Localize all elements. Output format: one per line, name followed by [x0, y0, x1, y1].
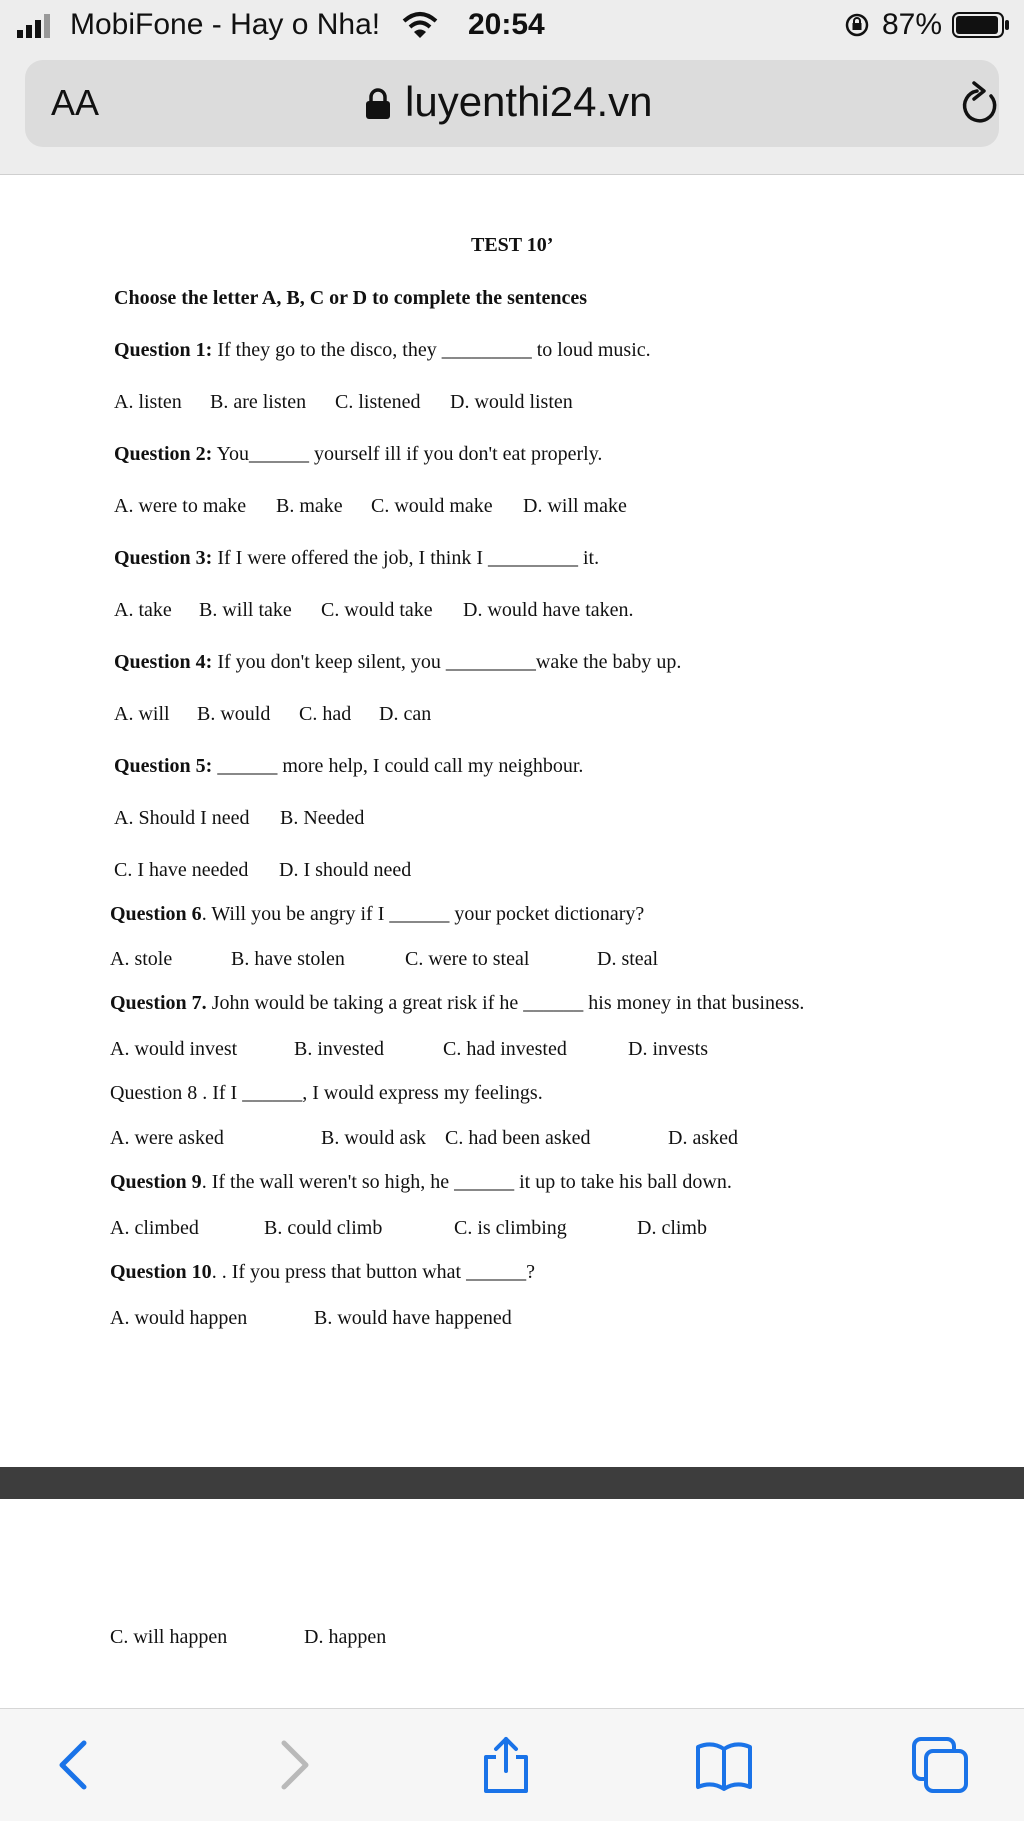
question-3: Question 3: If I were offered the job, I think I _________ it. [114, 547, 600, 569]
option[interactable]: D. climb [637, 1217, 707, 1239]
wifi-icon [402, 11, 438, 39]
browser-toolbar [0, 1708, 1024, 1821]
question-2: Question 2: You______ yourself ill if you don't eat properly. [114, 443, 603, 465]
option[interactable]: A. take [114, 599, 172, 621]
option[interactable]: D. steal [597, 948, 659, 970]
option[interactable]: C. will happen [110, 1626, 228, 1648]
option[interactable]: A. climbed [110, 1217, 199, 1239]
signal-icon [17, 14, 53, 38]
option[interactable]: C. had been asked [445, 1127, 591, 1149]
option[interactable]: D. will make [523, 495, 627, 517]
option[interactable]: D. asked [668, 1127, 738, 1149]
option[interactable]: A. would happen [110, 1307, 248, 1329]
back-icon[interactable] [46, 1735, 106, 1795]
option[interactable]: B. would ask [321, 1127, 426, 1149]
document-title: TEST 10’ [471, 234, 554, 256]
option[interactable]: C. would take [321, 599, 433, 621]
option[interactable]: A. stole [110, 948, 173, 970]
option[interactable]: C. is climbing [454, 1217, 567, 1239]
question-1: Question 1: If they go to the disco, they _________ to loud music. [114, 339, 651, 361]
option[interactable]: C. would make [371, 495, 493, 517]
question-6: Question 6. Will you be angry if I ______ your pocket dictionary? [110, 903, 645, 925]
question-5: Question 5: ______ more help, I could call my neighbour. [114, 755, 584, 777]
option[interactable]: A. listen [114, 391, 182, 413]
page-domain[interactable]: luyenthi24.vn [405, 78, 653, 125]
option[interactable]: A. will [114, 703, 170, 725]
rotation-lock-icon [844, 12, 870, 38]
tabs-icon[interactable] [910, 1735, 970, 1795]
option[interactable]: A. Should I need [114, 807, 250, 829]
option[interactable]: D. happen [304, 1626, 387, 1648]
status-bar [0, 0, 1024, 50]
text-size-button[interactable]: AA [51, 82, 100, 123]
address-bar[interactable] [25, 60, 999, 147]
option[interactable]: B. make [276, 495, 343, 517]
browser-chrome [0, 50, 1024, 175]
option[interactable]: A. were asked [110, 1127, 224, 1149]
option[interactable]: C. had invested [443, 1038, 567, 1060]
option[interactable]: B. have stolen [231, 948, 345, 970]
question-7: Question 7. John would be taking a great risk if he ______ his money in that business. [110, 992, 805, 1014]
option[interactable]: A. were to make [114, 495, 247, 517]
option[interactable]: D. would have taken. [463, 599, 634, 621]
lock-icon [365, 88, 391, 120]
option[interactable]: B. would have happened [314, 1307, 512, 1329]
clock: 20:54 [468, 8, 545, 41]
option[interactable]: C. listened [335, 391, 421, 413]
option[interactable]: C. were to steal [405, 948, 530, 970]
question-8: Question 8 . If I ______, I would express my feelings. [110, 1082, 543, 1104]
option[interactable]: B. invested [294, 1038, 384, 1060]
instruction-text: Choose the letter A, B, C or D to complete the sentences [114, 287, 588, 309]
option[interactable]: D. invests [628, 1038, 708, 1060]
option[interactable]: B. are listen [210, 391, 307, 413]
option[interactable]: D. would listen [450, 391, 573, 413]
battery-icon [952, 12, 1010, 38]
bookmarks-icon[interactable] [694, 1735, 754, 1795]
document-page-2 [0, 1500, 1024, 1708]
option[interactable]: D. I should need [279, 859, 412, 881]
forward-icon[interactable] [262, 1735, 322, 1795]
battery-percent: 87% [882, 8, 943, 41]
share-icon[interactable] [476, 1735, 536, 1795]
option[interactable]: A. would invest [110, 1038, 238, 1060]
option[interactable]: D. can [379, 703, 432, 725]
question-10: Question 10. . If you press that button what ______? [110, 1261, 535, 1283]
question-4: Question 4: If you don't keep silent, you _________wake the baby up. [114, 651, 682, 673]
carrier-name: MobiFone - Hay o Nha! [70, 8, 381, 41]
option[interactable]: B. would [197, 703, 271, 725]
option[interactable]: C. had [299, 703, 352, 725]
option[interactable]: B. will take [199, 599, 292, 621]
option[interactable]: B. Needed [280, 807, 365, 829]
question-9: Question 9. If the wall weren't so high, he ______ it up to take his ball down. [110, 1171, 732, 1193]
document-page [0, 175, 1024, 1465]
option[interactable]: C. I have needed [114, 859, 249, 881]
reload-icon[interactable] [957, 80, 1003, 128]
option[interactable]: B. could climb [264, 1217, 383, 1239]
page-separator [0, 1467, 1024, 1499]
